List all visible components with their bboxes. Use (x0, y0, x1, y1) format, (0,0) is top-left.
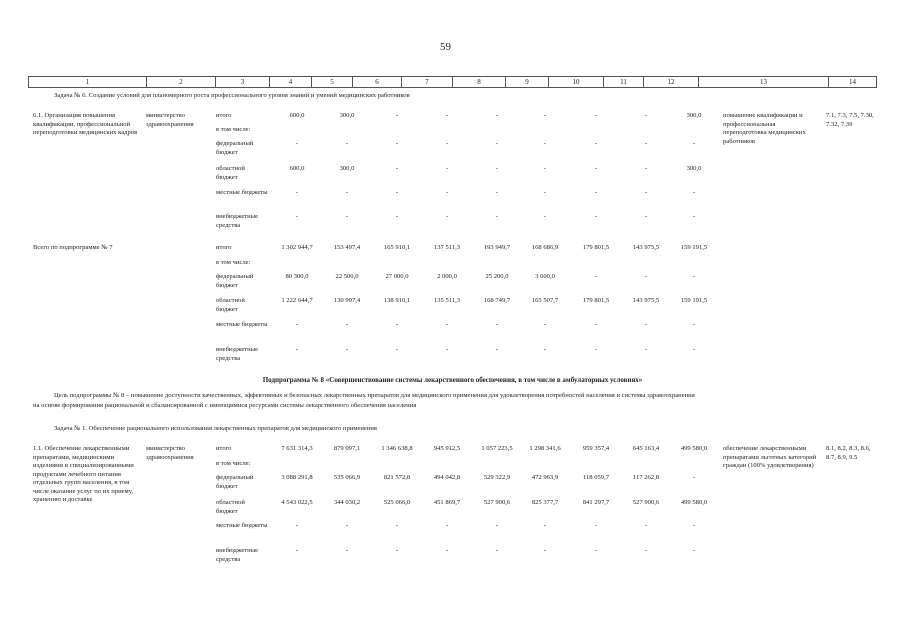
header-col-6: 6 (352, 77, 401, 87)
value-cell: - (445, 112, 449, 119)
value-cell: 527 900,6 (632, 499, 660, 506)
value-cell: 600,0 (289, 165, 305, 172)
value-cell: - (445, 321, 449, 328)
row-name: Всего по подпрограмме № 7 (33, 244, 113, 251)
line-label: федеральный бюджет (216, 273, 254, 289)
value-cell: - (445, 346, 449, 353)
header-col-5: 5 (311, 77, 352, 87)
value-cell: - (692, 522, 696, 529)
value-cell: - (445, 547, 449, 554)
value-cell: - (495, 140, 499, 147)
value-cell: 143 975,5 (632, 244, 660, 251)
line-label: федеральный бюджет (216, 474, 254, 490)
line-label: местные бюджеты (216, 522, 268, 529)
value-cell: 879 097,1 (333, 445, 361, 452)
value-cell: - (445, 140, 449, 147)
table-header (28, 76, 877, 88)
header-col-9: 9 (505, 77, 548, 87)
line-label: итого (216, 244, 232, 251)
value-cell: - (295, 321, 299, 328)
value-cell: - (445, 522, 449, 529)
value-cell: - (692, 140, 696, 147)
value-cell: - (395, 213, 399, 220)
value-cell: - (692, 273, 696, 280)
subprogram8-title: Подпрограмма № 8 «Совершенствование системы лекарственного обеспечения, в том числе в амбулаторных условиях» (262, 376, 643, 384)
value-cell: - (644, 165, 648, 172)
value-cell: 300,0 (339, 165, 355, 172)
value-cell: - (692, 346, 696, 353)
value-cell: - (495, 112, 499, 119)
value-cell: 945 912,5 (433, 445, 461, 452)
value-cell: - (692, 474, 696, 481)
header-col-8: 8 (452, 77, 505, 87)
value-cell: 451 869,7 (433, 499, 461, 506)
value-cell: - (543, 547, 547, 554)
value-cell: - (395, 165, 399, 172)
value-cell: 179 801,5 (582, 297, 610, 304)
value-cell: - (543, 140, 547, 147)
value-cell: 4 543 022,5 (281, 499, 313, 506)
line-label: областной бюджет (216, 297, 245, 313)
subprogram8-goal-line2: на основе формирования рациональной и сбалансированной с имеющимися ресурсами системы лекарственного обеспечения населения (33, 402, 417, 409)
value-cell: - (445, 189, 449, 196)
value-cell: - (644, 273, 648, 280)
value-cell: 118 059,7 (582, 474, 610, 481)
value-cell: - (594, 321, 598, 328)
value-cell: - (594, 165, 598, 172)
value-cell: 499 580,0 (680, 499, 708, 506)
value-cell: 300,0 (339, 112, 355, 119)
row-name: 1.1. Обеспечение лекарственными препаратами, медицинскими изделиями и специализированными продуктами лечебного питания отдельных групп населения, в том числе оказание услуг по их приему, хранению и доставке (33, 445, 134, 504)
value-cell: 159 191,5 (680, 244, 708, 251)
header-col-13: 13 (698, 77, 828, 87)
row-indicator: обеспечение лекарственными препаратами льготных категорий граждан (100% удовлетворения) (723, 445, 817, 470)
value-cell: - (543, 522, 547, 529)
value-cell: - (395, 321, 399, 328)
value-cell: - (594, 112, 598, 119)
value-cell: - (644, 140, 648, 147)
task1-title: Задача № 1. Обеспечение рационального использования лекарственных препаратов для медицинского применения (54, 425, 377, 432)
row-links: 7.1, 7.3, 7.5, 7.30, 7.32, 7.39 (826, 112, 874, 128)
row-executor: министерство здравоохранения (146, 112, 194, 128)
header-col-10: 10 (548, 77, 603, 87)
line-label: в том числе: (216, 460, 251, 467)
value-cell: - (594, 346, 598, 353)
value-cell: 1 346 638,8 (381, 445, 413, 452)
value-cell: - (295, 140, 299, 147)
value-cell: - (594, 547, 598, 554)
value-cell: 472 963,9 (531, 474, 559, 481)
value-cell: - (594, 213, 598, 220)
value-cell: 300,0 (686, 165, 702, 172)
value-cell: - (594, 273, 598, 280)
value-cell: 1 302 944,7 (281, 244, 313, 251)
header-col-2: 2 (146, 77, 215, 87)
line-label: областной бюджет (216, 165, 245, 181)
value-cell: - (395, 547, 399, 554)
value-cell: 143 975,5 (632, 297, 660, 304)
value-cell: - (644, 189, 648, 196)
header-col-11: 11 (603, 77, 643, 87)
value-cell: 300,0 (686, 112, 702, 119)
value-cell: - (395, 522, 399, 529)
value-cell: 499 580,0 (680, 445, 708, 452)
value-cell: 1 057 223,5 (481, 445, 513, 452)
value-cell: 600,0 (289, 112, 305, 119)
line-label: областной бюджет (216, 499, 245, 515)
value-cell: 168 749,7 (483, 297, 511, 304)
value-cell: 821 572,8 (383, 474, 411, 481)
value-cell: - (543, 321, 547, 328)
value-cell: - (345, 189, 349, 196)
value-cell: - (644, 321, 648, 328)
value-cell: 645 163,4 (632, 445, 660, 452)
value-cell: - (495, 321, 499, 328)
value-cell: 494 042,8 (433, 474, 461, 481)
value-cell: 153 497,4 (333, 244, 361, 251)
value-cell: 959 357,4 (582, 445, 610, 452)
header-col-14: 14 (828, 77, 877, 87)
value-cell: 841 297,7 (582, 499, 610, 506)
value-cell: - (345, 140, 349, 147)
value-cell: - (395, 112, 399, 119)
header-col-7: 7 (401, 77, 452, 87)
value-cell: 825 377,7 (531, 499, 559, 506)
value-cell: - (644, 547, 648, 554)
value-cell: - (395, 140, 399, 147)
value-cell: 527 900,6 (483, 499, 511, 506)
value-cell: - (543, 213, 547, 220)
value-cell: - (395, 189, 399, 196)
value-cell: - (543, 112, 547, 119)
value-cell: 3 600,0 (535, 273, 555, 280)
row-links: 8.1, 8.2, 8.3, 8.6, 8.7, 8.9, 9.5 (826, 445, 871, 461)
value-cell: - (295, 189, 299, 196)
value-cell: - (495, 213, 499, 220)
value-cell: 159 191,5 (680, 297, 708, 304)
value-cell: - (345, 213, 349, 220)
value-cell: - (644, 522, 648, 529)
value-cell: 22 500,0 (335, 273, 359, 280)
line-label: местные бюджеты (216, 189, 268, 196)
line-label: итого (216, 445, 232, 452)
value-cell: 529 322,9 (483, 474, 511, 481)
value-cell: - (495, 346, 499, 353)
row-name: 6.1. Организация повышения квалификации, профессиональной переподготовки медицинских кадров (33, 112, 138, 137)
value-cell: 130 997,4 (333, 297, 361, 304)
value-cell: - (543, 165, 547, 172)
value-cell: 117 262,8 (632, 474, 660, 481)
value-cell: - (445, 165, 449, 172)
value-cell: 135 511,3 (433, 297, 461, 304)
value-cell: 193 949,7 (483, 244, 511, 251)
value-cell: - (543, 189, 547, 196)
value-cell: - (692, 547, 696, 554)
value-cell: - (594, 140, 598, 147)
line-label: в том числе: (216, 126, 251, 133)
value-cell: - (692, 321, 696, 328)
value-cell: - (345, 346, 349, 353)
value-cell: 7 631 314,3 (281, 445, 313, 452)
value-cell: - (495, 165, 499, 172)
value-cell: - (395, 346, 399, 353)
header-col-4: 4 (269, 77, 311, 87)
value-cell: 25 200,0 (485, 273, 509, 280)
task6-title: Задача № 6. Создание условий для планомерного роста профессионального уровня знаний и умений медицинских работников (54, 92, 410, 99)
value-cell: - (543, 346, 547, 353)
value-cell: 525 066,0 (383, 499, 411, 506)
value-cell: - (495, 522, 499, 529)
value-cell: 3 088 291,8 (281, 474, 313, 481)
value-cell: - (644, 346, 648, 353)
value-cell: 27 000,0 (385, 273, 409, 280)
value-cell: 165 507,7 (531, 297, 559, 304)
value-cell: 80 300,0 (285, 273, 309, 280)
row-indicator: повышение квалификации и профессиональная переподготовка медицинских работников (723, 112, 806, 145)
value-cell: - (345, 321, 349, 328)
value-cell: - (692, 213, 696, 220)
value-cell: 138 910,1 (383, 297, 411, 304)
value-cell: 165 910,1 (383, 244, 411, 251)
value-cell: 344 030,2 (333, 499, 361, 506)
value-cell: - (692, 189, 696, 196)
line-label: в том числе: (216, 259, 251, 266)
line-label: внебюджетные средства (216, 346, 259, 362)
value-cell: - (445, 213, 449, 220)
header-col-3: 3 (215, 77, 269, 87)
value-cell: - (594, 522, 598, 529)
value-cell: 1 298 341,6 (529, 445, 561, 452)
value-cell: 1 222 644,7 (281, 297, 313, 304)
value-cell: - (644, 112, 648, 119)
line-label: местные бюджеты (216, 321, 268, 328)
value-cell: - (495, 547, 499, 554)
value-cell: - (345, 522, 349, 529)
row-executor: министерство здравоохранения (146, 445, 194, 461)
line-label: внебюджетные средства (216, 547, 259, 563)
value-cell: 535 066,9 (333, 474, 361, 481)
value-cell: 137 511,3 (433, 244, 461, 251)
subprogram8-goal-line1: Цель подпрограммы № 8 – повышение доступности качественных, эффективных и безопасных лекарственных препаратов для медицинского применения для удовлетворения потребностей населения и системы здравоохранения (54, 392, 695, 399)
value-cell: - (594, 189, 598, 196)
value-cell: - (295, 213, 299, 220)
value-cell: - (644, 213, 648, 220)
line-label: итого (216, 112, 232, 119)
value-cell: - (295, 522, 299, 529)
page-number: 59 (440, 41, 451, 53)
value-cell: - (495, 189, 499, 196)
header-col-1: 1 (28, 77, 146, 87)
line-label: федеральный бюджет (216, 140, 254, 156)
value-cell: - (295, 547, 299, 554)
header-col-12: 12 (643, 77, 698, 87)
value-cell: 2 000,0 (437, 273, 457, 280)
line-label: внебюджетные средства (216, 213, 259, 229)
value-cell: - (345, 547, 349, 554)
value-cell: - (295, 346, 299, 353)
value-cell: 168 686,9 (531, 244, 559, 251)
value-cell: 179 801,5 (582, 244, 610, 251)
